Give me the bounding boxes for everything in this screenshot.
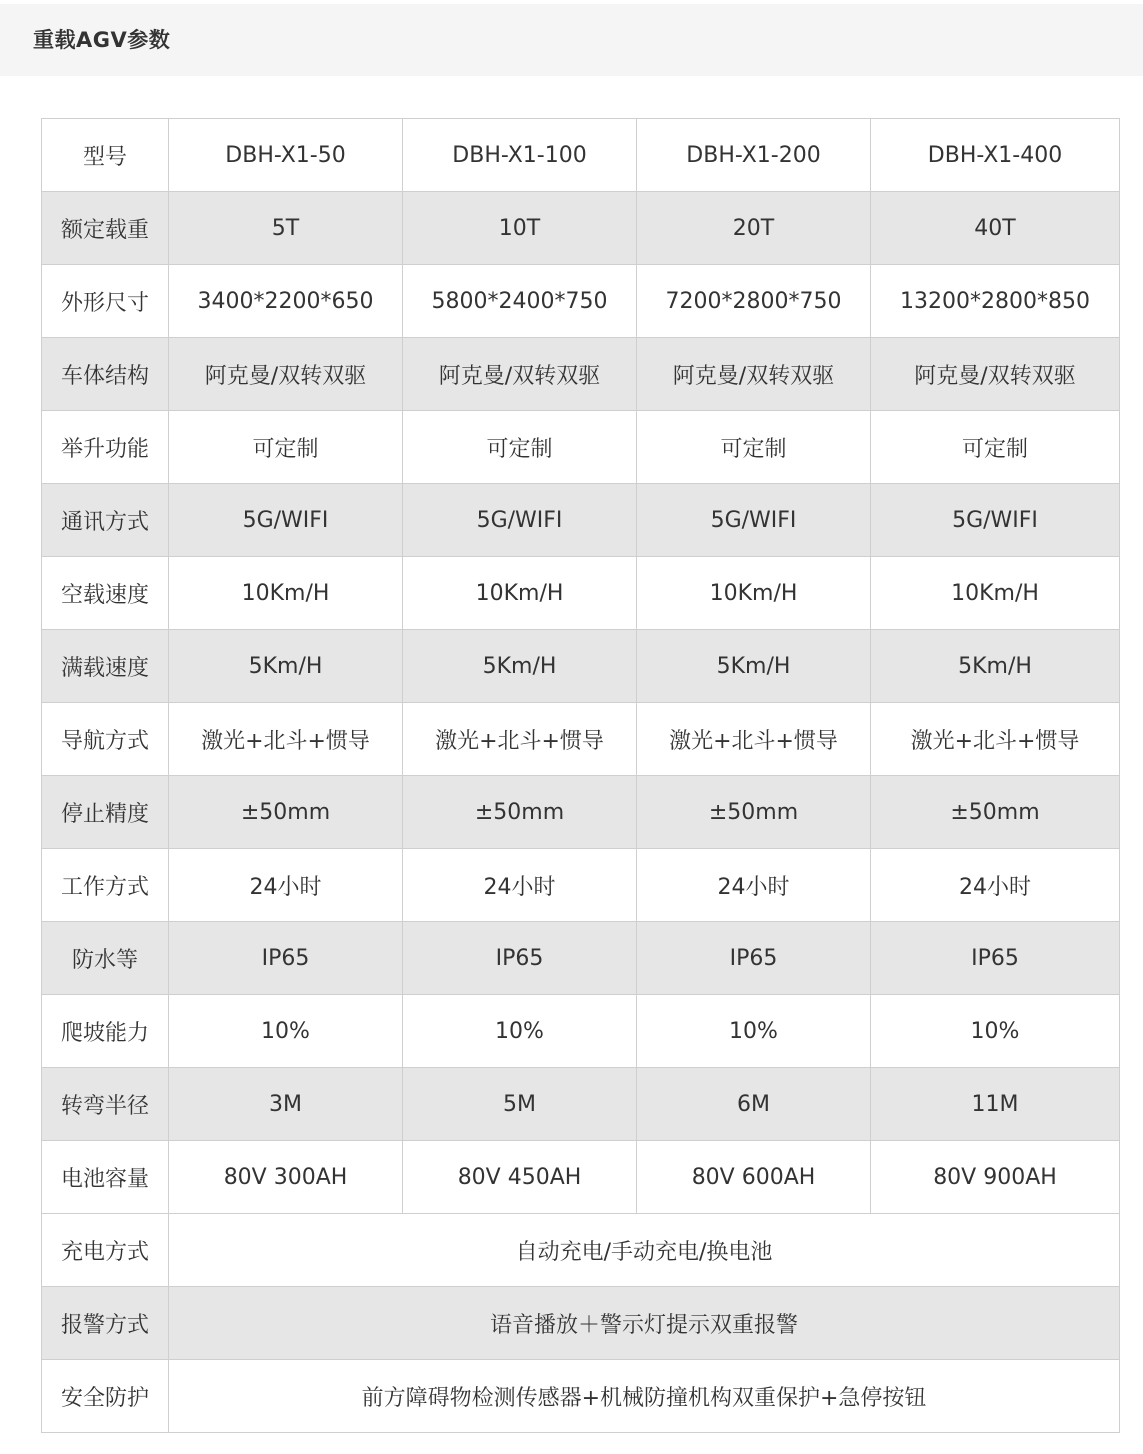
table-cell: 3M bbox=[169, 1068, 403, 1141]
table-row bbox=[42, 922, 1120, 995]
table-row bbox=[42, 703, 1120, 776]
table-cell: ±50mm bbox=[637, 776, 871, 849]
table-row bbox=[42, 1214, 1120, 1287]
table-cell: 10Km/H bbox=[871, 557, 1120, 630]
model-header: DBH-X1-50 bbox=[169, 119, 403, 192]
table-cell: 5G/WIFI bbox=[403, 484, 637, 557]
table-cell: 激光+北斗+惯导 bbox=[169, 703, 403, 776]
table-cell: 5G/WIFI bbox=[169, 484, 403, 557]
table-cell: 13200*2800*850 bbox=[871, 265, 1120, 338]
row-label: 外形尺寸 bbox=[42, 265, 169, 338]
table-cell: 24小时 bbox=[871, 849, 1120, 922]
row-label: 导航方式 bbox=[42, 703, 169, 776]
row-label: 报警方式 bbox=[42, 1287, 169, 1360]
merged-cell: 前方障碍物检测传感器+机械防撞机构双重保护+急停按钮 bbox=[169, 1360, 1120, 1433]
table-cell: 7200*2800*750 bbox=[637, 265, 871, 338]
model-header: DBH-X1-400 bbox=[871, 119, 1120, 192]
table-row bbox=[42, 265, 1120, 338]
table-cell: 激光+北斗+惯导 bbox=[871, 703, 1120, 776]
table-cell: 24小时 bbox=[169, 849, 403, 922]
table-cell: 5G/WIFI bbox=[871, 484, 1120, 557]
table-cell: 5G/WIFI bbox=[637, 484, 871, 557]
section-header bbox=[0, 4, 1143, 76]
table-cell: 阿克曼/双转双驱 bbox=[403, 338, 637, 411]
table-cell: 10% bbox=[637, 995, 871, 1068]
row-label: 爬坡能力 bbox=[42, 995, 169, 1068]
table-row bbox=[42, 192, 1120, 265]
table-cell: IP65 bbox=[637, 922, 871, 995]
table-cell: 80V 300AH bbox=[169, 1141, 403, 1214]
table-cell: ±50mm bbox=[169, 776, 403, 849]
table-cell: 可定制 bbox=[169, 411, 403, 484]
row-label: 举升功能 bbox=[42, 411, 169, 484]
table-cell: 5T bbox=[169, 192, 403, 265]
table-cell: 10Km/H bbox=[637, 557, 871, 630]
table-cell: 可定制 bbox=[403, 411, 637, 484]
table-row bbox=[42, 995, 1120, 1068]
row-label: 工作方式 bbox=[42, 849, 169, 922]
table-row bbox=[42, 411, 1120, 484]
table-cell: 10% bbox=[403, 995, 637, 1068]
table-cell: 10T bbox=[403, 192, 637, 265]
table-cell: 阿克曼/双转双驱 bbox=[871, 338, 1120, 411]
table-cell: 5M bbox=[403, 1068, 637, 1141]
table-cell: ±50mm bbox=[871, 776, 1120, 849]
row-label: 额定载重 bbox=[42, 192, 169, 265]
table-row-model bbox=[42, 119, 1120, 192]
row-label: 型号 bbox=[42, 119, 169, 192]
row-label: 安全防护 bbox=[42, 1360, 169, 1433]
table-cell: 40T bbox=[871, 192, 1120, 265]
table-cell: 阿克曼/双转双驱 bbox=[637, 338, 871, 411]
table-row bbox=[42, 630, 1120, 703]
row-label: 满载速度 bbox=[42, 630, 169, 703]
table-cell: 10% bbox=[169, 995, 403, 1068]
row-label: 充电方式 bbox=[42, 1214, 169, 1287]
table-cell: 6M bbox=[637, 1068, 871, 1141]
model-header: DBH-X1-200 bbox=[637, 119, 871, 192]
table-cell: 20T bbox=[637, 192, 871, 265]
table-cell: 80V 900AH bbox=[871, 1141, 1120, 1214]
table-cell: 可定制 bbox=[871, 411, 1120, 484]
table-cell: 5Km/H bbox=[403, 630, 637, 703]
table-cell: 11M bbox=[871, 1068, 1120, 1141]
table-cell: 10Km/H bbox=[169, 557, 403, 630]
merged-cell: 自动充电/手动充电/换电池 bbox=[169, 1214, 1120, 1287]
table-cell: 3400*2200*650 bbox=[169, 265, 403, 338]
table-cell: 5Km/H bbox=[169, 630, 403, 703]
table-row bbox=[42, 1360, 1120, 1433]
table-row bbox=[42, 1068, 1120, 1141]
table-cell: 24小时 bbox=[637, 849, 871, 922]
row-label: 空载速度 bbox=[42, 557, 169, 630]
table-cell: 可定制 bbox=[637, 411, 871, 484]
table-cell: ±50mm bbox=[403, 776, 637, 849]
row-label: 转弯半径 bbox=[42, 1068, 169, 1141]
model-header: DBH-X1-100 bbox=[403, 119, 637, 192]
table-cell: 5Km/H bbox=[871, 630, 1120, 703]
row-label: 电池容量 bbox=[42, 1141, 169, 1214]
table-cell: 阿克曼/双转双驱 bbox=[169, 338, 403, 411]
table-row bbox=[42, 1141, 1120, 1214]
table-row bbox=[42, 338, 1120, 411]
spec-table bbox=[41, 118, 1120, 1433]
table-cell: 5800*2400*750 bbox=[403, 265, 637, 338]
table-cell: IP65 bbox=[403, 922, 637, 995]
table-row bbox=[42, 1287, 1120, 1360]
table-row bbox=[42, 557, 1120, 630]
row-label: 停止精度 bbox=[42, 776, 169, 849]
row-label: 车体结构 bbox=[42, 338, 169, 411]
table-row bbox=[42, 776, 1120, 849]
table-cell: 5Km/H bbox=[637, 630, 871, 703]
table-cell: 80V 600AH bbox=[637, 1141, 871, 1214]
table-cell: IP65 bbox=[169, 922, 403, 995]
table-row bbox=[42, 484, 1120, 557]
page-title: 重载AGV参数 bbox=[33, 28, 171, 52]
merged-cell: 语音播放＋警示灯提示双重报警 bbox=[169, 1287, 1120, 1360]
table-cell: 80V 450AH bbox=[403, 1141, 637, 1214]
table-cell: 10% bbox=[871, 995, 1120, 1068]
table-cell: 激光+北斗+惯导 bbox=[403, 703, 637, 776]
row-label: 通讯方式 bbox=[42, 484, 169, 557]
row-label: 防水等 bbox=[42, 922, 169, 995]
table-row bbox=[42, 849, 1120, 922]
table-cell: 激光+北斗+惯导 bbox=[637, 703, 871, 776]
table-cell: 24小时 bbox=[403, 849, 637, 922]
table-cell: IP65 bbox=[871, 922, 1120, 995]
table-cell: 10Km/H bbox=[403, 557, 637, 630]
